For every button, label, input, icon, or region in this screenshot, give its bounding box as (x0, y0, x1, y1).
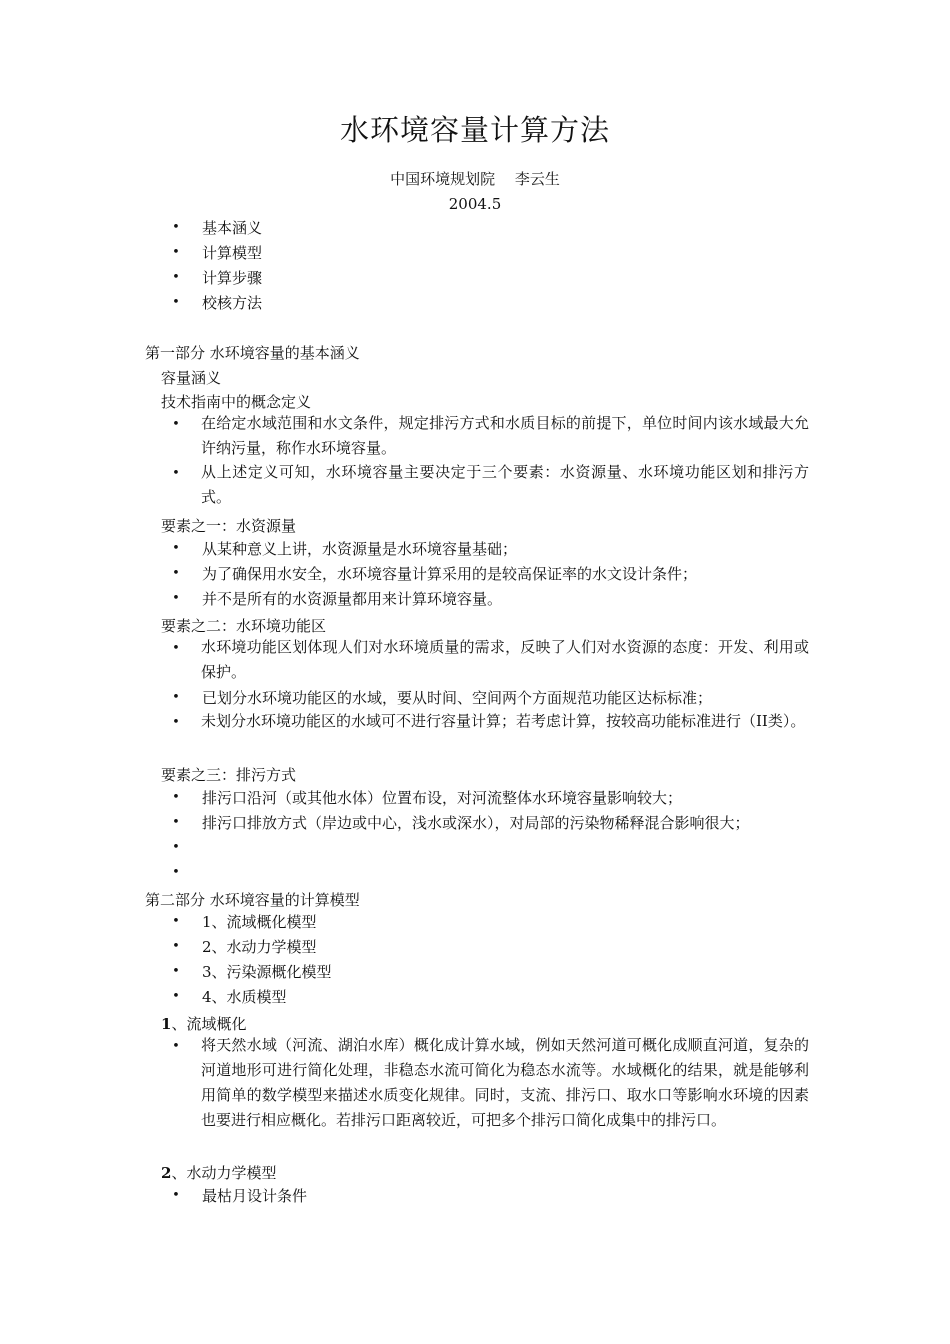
bullet-icon: • (172, 566, 180, 581)
list-item: 排污口沿河（或其他水体）位置布设，对河流整体水环境容量影响较大； (202, 789, 683, 807)
section-heading (161, 1163, 276, 1183)
toc-item: 校核方法 (202, 294, 263, 312)
element-heading: 要素之一：水资源量 (161, 517, 297, 535)
bullet-icon: • (172, 591, 180, 606)
section-label: 、水动力学模型 (171, 1164, 277, 1182)
model-item: 3、污染源概化模型 (202, 963, 332, 981)
document-title: 水环境容量计算方法 (339, 113, 610, 147)
bullet-icon: • (172, 466, 180, 481)
model-item: 1、流域概化模型 (202, 913, 317, 931)
bullet-icon: • (172, 939, 180, 954)
section-number: 2 (161, 1164, 172, 1182)
definition-paragraph: 从上述定义可知，水环境容量主要决定于三个要素：水资源量、水环境功能区划和排污方式。 (201, 463, 809, 506)
bullet-icon: • (172, 245, 180, 260)
bullet-icon: • (172, 270, 180, 285)
bullet-icon: • (172, 295, 180, 310)
bullet-icon: • (172, 715, 180, 730)
bullet-icon: • (172, 865, 180, 880)
bullet-icon: • (172, 417, 180, 432)
section-heading (161, 1014, 246, 1034)
bullet-icon: • (172, 220, 180, 235)
list-item: 水环境功能区划体现人们对水环境质量的需求，反映了人们对水资源的态度：开发、利用或保护。 (201, 638, 809, 681)
bullet-icon: • (172, 690, 180, 705)
bullet-icon: • (172, 815, 180, 830)
bullet-icon: • (172, 790, 180, 805)
list-item: 从某种意义上讲，水资源量是水环境容量基础； (202, 540, 518, 558)
model-item: 2、水动力学模型 (202, 938, 317, 956)
bullet-icon: • (172, 840, 180, 855)
part1-sub-heading: 容量涵义 (161, 369, 222, 387)
bullet-icon: • (172, 1188, 180, 1203)
model-item: 4、水质模型 (202, 988, 287, 1006)
list-item: 为了确保用水安全，水环境容量计算采用的是较高保证率的水文设计条件； (202, 565, 698, 583)
list-item: 并不是所有的水资源量都用来计算环境容量。 (202, 590, 503, 608)
author-line: 中国环境规划院 李云生 (390, 170, 560, 188)
toc-item: 基本涵义 (202, 219, 263, 237)
toc-item: 计算模型 (202, 244, 263, 262)
bullet-icon: • (172, 989, 180, 1004)
section-label: 、流域概化 (171, 1015, 247, 1033)
list-item: 最枯月设计条件 (202, 1187, 308, 1205)
bullet-icon: • (172, 541, 180, 556)
bullet-icon: • (172, 641, 180, 656)
bullet-icon: • (172, 1039, 180, 1054)
element-heading: 要素之二：水环境功能区 (161, 617, 327, 635)
list-item: 排污口排放方式（岸边或中心，浅水或深水），对局部的污染物稀释混合影响很大； (202, 814, 750, 832)
section-number: 1 (161, 1015, 172, 1033)
toc-item: 计算步骤 (202, 269, 263, 287)
definition-paragraph: 在给定水域范围和水文条件，规定排污方式和水质目标的前提下，单位时间内该水域最大允许纳污量，称作水环境容量。 (201, 414, 809, 457)
document-date: 2004.5 (448, 195, 502, 213)
part2-heading: 第二部分 水环境容量的计算模型 (145, 891, 360, 909)
part1-heading: 第一部分 水环境容量的基本涵义 (145, 344, 360, 362)
section-paragraph: 将天然水域（河流、湖泊水库）概化成计算水域，例如天然河道可概化成顺直河道，复杂的河道地形可进行简化处理，非稳态水流可简化为稳态水流等。水域概化的结果，就是能够利用简单的数学模型来描述水质变化规律。同时，支流、排污口、取水口等影响水环境的因素也要进行相应概化。若排污口距离较近，可把多个排污口简化成集中的排污口。 (201, 1036, 809, 1129)
bullet-icon: • (172, 964, 180, 979)
list-item: 已划分水环境功能区的水域，要从时间、空间两个方面规范功能区达标标准； (202, 689, 713, 707)
part1-sub-heading: 技术指南中的概念定义 (161, 393, 312, 411)
element-heading: 要素之三：排污方式 (161, 766, 297, 784)
bullet-icon: • (172, 914, 180, 929)
list-item: 未划分水环境功能区的水域可不进行容量计算；若考虑计算，按较高功能标准进行（II类）。 (201, 712, 806, 730)
